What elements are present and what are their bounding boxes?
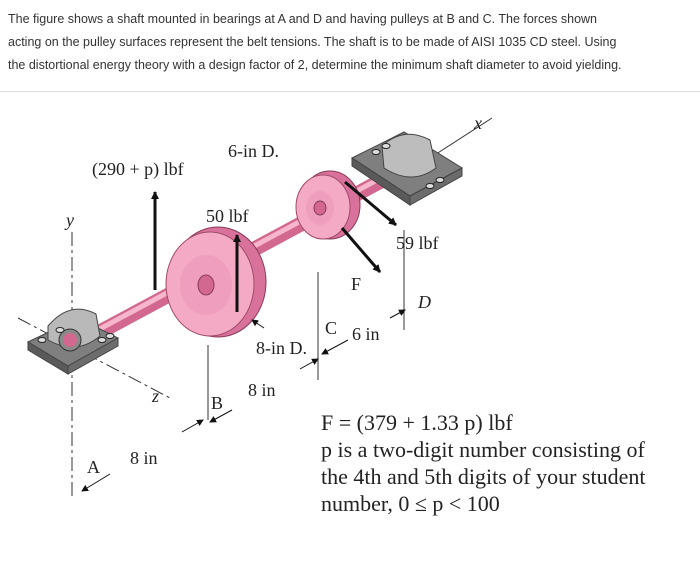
point-d-label: D xyxy=(418,292,431,312)
pulley-c xyxy=(296,171,360,239)
problem-line-2: acting on the pulley surfaces represent the belt tensions. The shaft is to be made of AISI 1035 CD steel. Using xyxy=(8,35,617,49)
z-axis-label: z xyxy=(152,386,160,406)
dim-ab-label: 8 in xyxy=(130,448,158,468)
bearing-a xyxy=(28,309,118,374)
pulley-b-diameter-label: 6-in D. xyxy=(228,141,279,161)
pulley-c-diameter-label: 8-in D. xyxy=(256,338,307,358)
point-a-label: A xyxy=(87,457,100,477)
equation-block xyxy=(321,409,691,517)
problem-line-3: the distortional energy theory with a design factor of 2, determine the minimum shaft diameter to avoid yielding. xyxy=(8,58,622,72)
force-f-label: F xyxy=(351,274,362,294)
point-b-label: B xyxy=(211,393,224,413)
force-59-label: 59 lbf xyxy=(396,233,439,253)
equation-line-4: number, 0 ≤ p < 100 xyxy=(321,491,500,516)
problem-statement xyxy=(8,8,692,77)
pulley-b xyxy=(166,227,266,337)
equation-line-1: F = (379 + 1.33 p) lbf xyxy=(321,410,513,435)
equation-line-3: the 4th and 5th digits of your student xyxy=(321,464,646,489)
point-c-label: C xyxy=(325,318,338,338)
dim-bc-label: 8 in xyxy=(248,380,276,400)
force-top-left-label: (290 + p) lbf xyxy=(92,159,184,179)
force-50-label: 50 lbf xyxy=(206,206,249,226)
equation-line-2: p is a two-digit number consisting of xyxy=(321,437,645,462)
dim-cd-label: 6 in xyxy=(352,324,380,344)
y-axis-label: y xyxy=(66,210,74,230)
x-axis-label: x xyxy=(474,113,482,133)
problem-line-1: The figure shows a shaft mounted in bearings at A and D and having pulleys at B and C. The forces shown xyxy=(8,12,598,26)
